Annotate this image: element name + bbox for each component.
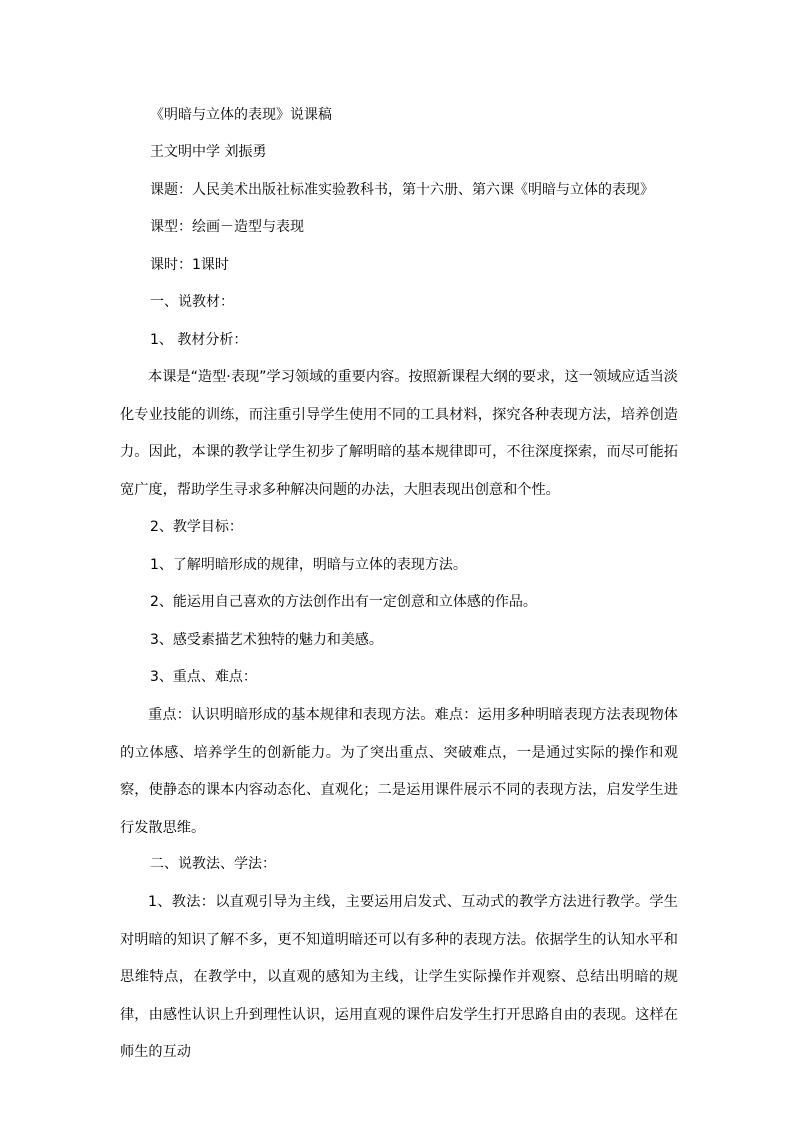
- goal-item-1: 1、了解明暗形成的规律，明暗与立体的表现方法。: [150, 557, 467, 573]
- lesson-hours: 课时：1课时: [150, 257, 229, 273]
- lesson-info: 课题：人民美术出版社标准实验教科书，第十六册、第六课《明暗与立体的表现》: [150, 182, 654, 198]
- lesson-type: 课型：绘画－造型与表现: [150, 219, 304, 235]
- section-heading-textbook: 一、说教材：: [150, 294, 234, 310]
- paragraph-analysis: 本课是“造型·表现”学习领域的重要内容。按照新课程大纲的要求，这一领域应适当淡化专业技能的训练，而注重引导学生使用不同的工具材料，探究各种表现方法，培养创造力。因此，本课的教学让学生初步了解明暗的基本规律即可，不往深度探索，而尽可能拓宽广度，帮助学生寻求多种解决问题的办法，大胆表现出创意和个性。: [120, 369, 678, 498]
- paragraph-keypoints: 重点：认识明暗形成的基本规律和表现方法。难点：运用多种明暗表现方法表现物体的立体感、培养学生的创新能力。为了突出重点、突破难点，一是通过实际的操作和观察，使静态的课本内容动态化、直观化；二是运用课件展示不同的表现方法，启发学生进行发散思维。: [120, 707, 678, 836]
- subheading-analysis: 1、 教材分析：: [150, 332, 248, 348]
- section-heading-methods: 二、说教法、学法：: [150, 856, 276, 872]
- paragraph-methods: 1、教法：以直观引导为主线，主要运用启发式、互动式的教学方法进行教学。学生对明暗的知识了解不多，更不知道明暗还可以有多种的表现方法。依据学生的认知水平和思维特点，在教学中，以直观的感知为主线，让学生实际操作并观察、总结出明暗的规律，由感性认识上升到理性认识，运用直观的课件启发学生打开思路自由的表现。这样在师生的互动: [120, 894, 678, 1060]
- subheading-goals: 2、教学目标：: [150, 519, 243, 535]
- goal-item-3: 3、感受素描艺术独特的魅力和美感。: [150, 632, 383, 648]
- subheading-keypoints: 3、重点、难点：: [150, 669, 257, 685]
- document-title: 《明暗与立体的表现》说课稿: [150, 107, 332, 123]
- goal-item-2: 2、能运用自己喜欢的方法创作出有一定创意和立体感的作品。: [150, 594, 537, 610]
- author-line: 王文明中学 刘振勇: [150, 144, 267, 160]
